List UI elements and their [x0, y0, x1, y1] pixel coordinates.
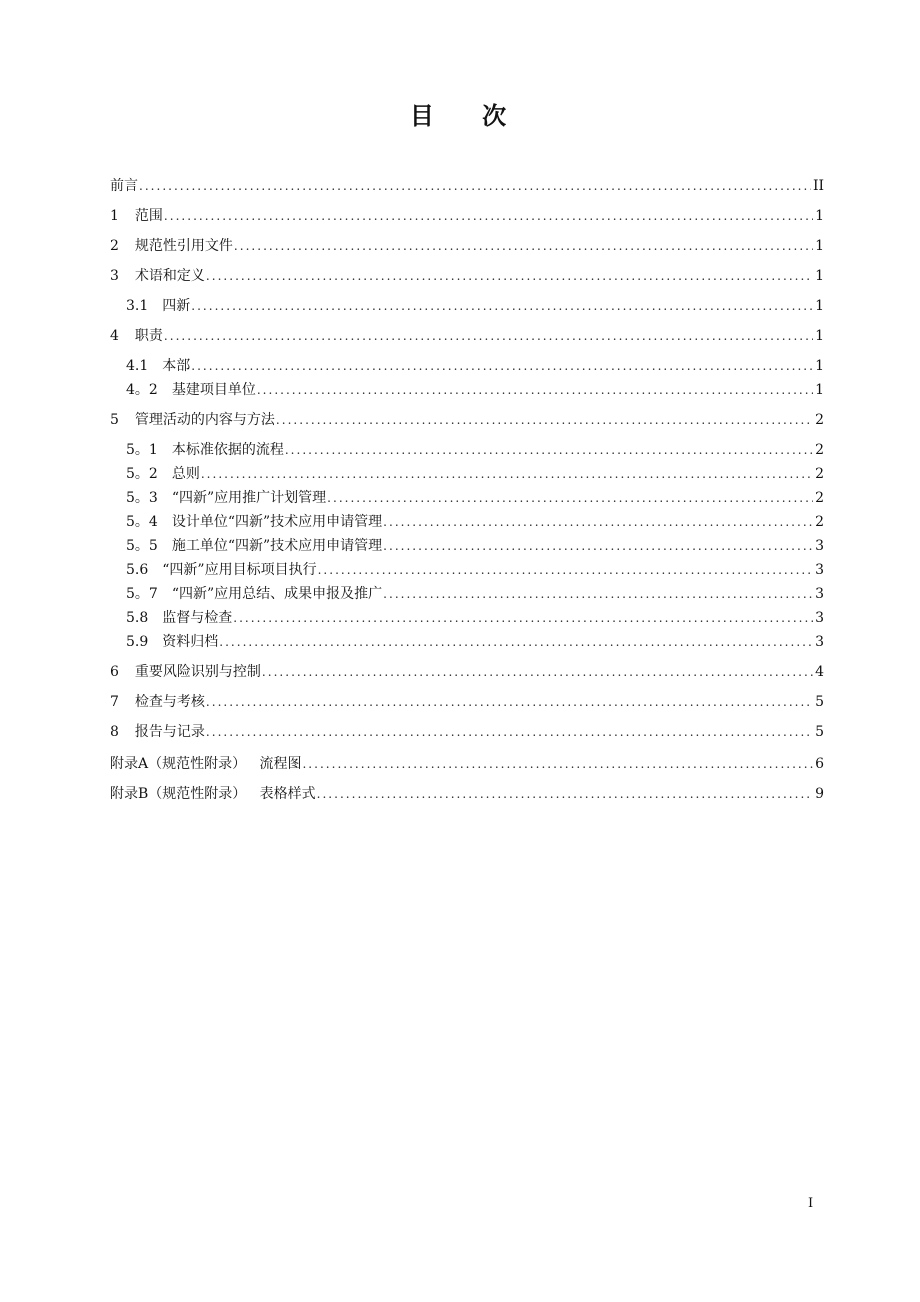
toc-entry-label: 规范性引用文件 [134, 238, 233, 254]
toc-entry-label: 前言 [110, 178, 138, 194]
toc-entry[interactable] [126, 609, 824, 627]
toc-entry-page: II [812, 178, 824, 194]
toc-entry-page: 4 [815, 664, 824, 680]
toc-entry-label: “四新”应用总结、成果申报及推广 [171, 586, 383, 602]
toc-entry-label: 检查与考核 [134, 694, 205, 710]
toc-entry[interactable] [110, 723, 824, 741]
dot-leader [318, 561, 813, 579]
page-number: I [808, 1196, 814, 1211]
toc-entry-label: 本部 [162, 358, 191, 374]
toc-entry[interactable] [126, 381, 824, 399]
toc-entry-label: 报告与记录 [134, 724, 205, 740]
toc-entry[interactable] [126, 441, 824, 459]
toc-entry[interactable] [110, 177, 824, 195]
toc-entry-number: 3 [110, 268, 119, 284]
toc-entry-page: 2 [815, 466, 824, 482]
toc-entry-page: 3 [815, 634, 824, 650]
toc-entry-number: 5。7 [126, 586, 158, 602]
toc-entry-page: 3 [815, 610, 824, 626]
toc-entry-label: “四新”应用推广计划管理 [171, 490, 327, 506]
toc-entry-number: 2 [110, 238, 119, 254]
dot-leader [139, 177, 811, 195]
dot-leader [302, 755, 813, 773]
toc-entry-page: 5 [815, 694, 824, 710]
dot-leader [234, 237, 813, 255]
toc-entry-label: “四新”应用目标项目执行 [162, 562, 317, 578]
toc-entry-label: 管理活动的内容与方法 [134, 412, 275, 428]
dot-leader [219, 633, 813, 651]
toc-entry[interactable] [126, 513, 824, 531]
toc-entry-number: 4。2 [126, 382, 158, 398]
toc-entry-number: 5。3 [126, 490, 158, 506]
dot-leader [164, 207, 813, 225]
toc-entry-label: 术语和定义 [134, 268, 205, 284]
toc-entry[interactable] [110, 693, 824, 711]
toc-entry-label: 附录A（规范性附录） 流程图 [110, 756, 302, 772]
toc-entry-number: 3.1 [126, 298, 149, 314]
toc-entry[interactable] [126, 537, 824, 555]
dot-leader [206, 693, 813, 711]
dot-leader [285, 441, 813, 459]
toc-entry-number: 4 [110, 328, 119, 344]
toc-entry-label: 设计单位“四新”技术应用申请管理 [171, 514, 383, 530]
toc-entry-page: 1 [815, 208, 824, 224]
dot-leader [383, 513, 813, 531]
dot-leader [262, 663, 813, 681]
toc-entry-number: 5 [110, 412, 119, 428]
toc-entry-page: 3 [815, 586, 824, 602]
toc-entry-number: 5.8 [126, 610, 149, 626]
toc-entry[interactable] [110, 663, 824, 681]
toc-entry-page: 2 [815, 490, 824, 506]
toc-entry-label: 施工单位“四新”技术应用申请管理 [171, 538, 383, 554]
toc-entry-page: 1 [815, 238, 824, 254]
toc-entry[interactable] [126, 297, 824, 315]
toc-title: 目 次 [409, 102, 527, 130]
toc-entry[interactable] [110, 267, 824, 285]
toc-entry-label: 资料归档 [162, 634, 219, 650]
toc-entry-page: 5 [815, 724, 824, 740]
toc-entry-label: 基建项目单位 [171, 382, 256, 398]
toc-entry-number: 5。2 [126, 466, 158, 482]
dot-leader [191, 357, 813, 375]
toc-entry-page: 1 [815, 358, 824, 374]
toc-entry-page: 2 [815, 514, 824, 530]
toc-entry[interactable] [110, 411, 824, 429]
toc-entry[interactable] [126, 357, 824, 375]
dot-leader [233, 609, 813, 627]
toc-entry-number: 5.9 [126, 634, 149, 650]
dot-leader [276, 411, 813, 429]
toc-entry-page: 3 [815, 538, 824, 554]
dot-leader [206, 267, 813, 285]
toc-entry-label: 职责 [134, 328, 163, 344]
dot-leader [206, 723, 813, 741]
toc-entry[interactable] [126, 633, 824, 651]
toc-entry-page: 2 [815, 412, 824, 428]
toc-entry[interactable] [126, 561, 824, 579]
toc-entry-number: 6 [110, 664, 119, 680]
toc-entry-number: 5。5 [126, 538, 158, 554]
dot-leader [191, 297, 813, 315]
toc-entry-number: 4.1 [126, 358, 149, 374]
dot-leader [383, 585, 813, 603]
toc-entry-page: 3 [815, 562, 824, 578]
dot-leader [257, 381, 813, 399]
toc-entry-label: 重要风险识别与控制 [134, 664, 261, 680]
toc-entry[interactable] [126, 585, 824, 603]
dot-leader [383, 537, 813, 555]
toc-entry-label: 总则 [171, 466, 200, 482]
dot-leader [201, 465, 813, 483]
toc-entry-label: 监督与检查 [162, 610, 233, 626]
toc-entry-number: 5。1 [126, 442, 158, 458]
toc-entry-page: 2 [815, 442, 824, 458]
toc-entry[interactable] [126, 489, 824, 507]
toc-entry[interactable] [126, 465, 824, 483]
toc-entry-page: 6 [815, 756, 824, 772]
toc-entry-number: 5.6 [126, 562, 149, 578]
toc-entry[interactable] [110, 237, 824, 255]
toc-entry-label: 附录B（规范性附录） 表格样式 [110, 786, 316, 802]
toc-entry[interactable] [110, 785, 824, 803]
toc-entry[interactable] [110, 327, 824, 345]
toc-entry-page: 1 [815, 382, 824, 398]
dot-leader [164, 327, 813, 345]
toc-entry-page: 1 [815, 298, 824, 314]
toc-entry-page: 1 [815, 328, 824, 344]
toc-entry-page: 9 [815, 786, 824, 802]
toc-entry-number: 7 [110, 694, 119, 710]
toc-entry-number: 5。4 [126, 514, 158, 530]
dot-leader [327, 489, 813, 507]
toc-entry[interactable] [110, 207, 824, 225]
toc-entry-number: 1 [110, 208, 119, 224]
toc-entry-label: 四新 [162, 298, 191, 314]
toc-entry[interactable] [110, 755, 824, 773]
toc-entry-label: 范围 [134, 208, 163, 224]
dot-leader [317, 785, 813, 803]
toc-entry-label: 本标准依据的流程 [171, 442, 284, 458]
toc-entry-number: 8 [110, 724, 119, 740]
toc-entry-page: 1 [815, 268, 824, 284]
